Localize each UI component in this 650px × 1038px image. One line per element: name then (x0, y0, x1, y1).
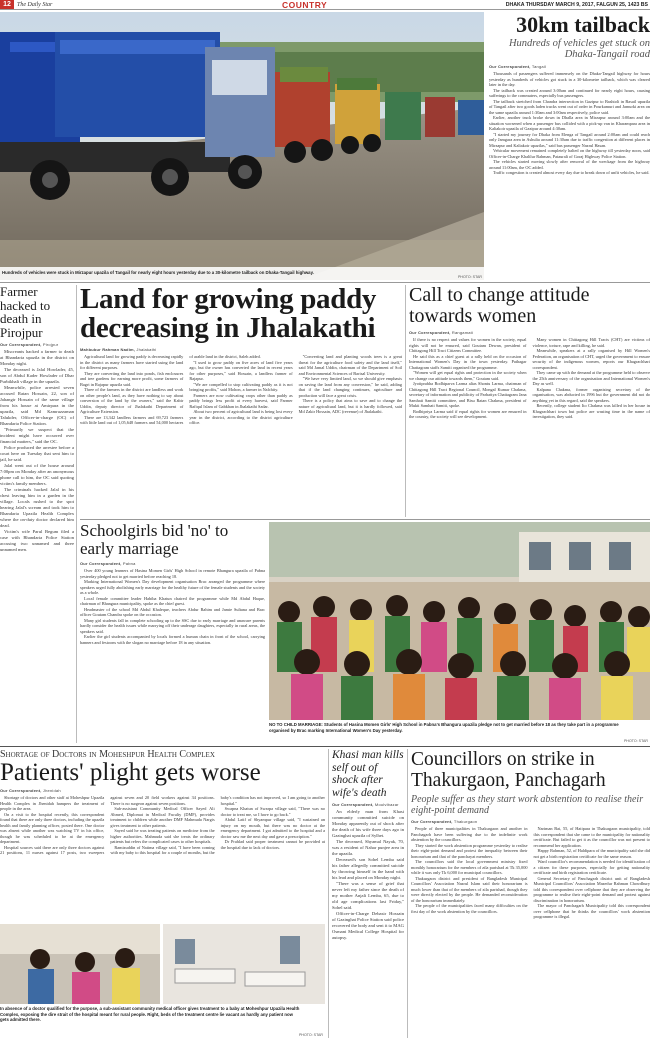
paragraph: Hospital sources said there are only three doctors against 21 positions, 11 nurses against 17 posts, two sweepers against seven and 20 field workers against 34 positions. There is no surgeon against seven positions. (0, 795, 215, 855)
tailback-photo-credit: PHOTO: STAR (457, 275, 482, 279)
byline-place: Rangamati (451, 330, 474, 335)
school-photo-credit: PHOTO: STAR (623, 739, 648, 743)
councillors-headline: Councillors on strike in Thakurgaon, Panchagarh (411, 749, 606, 791)
column-divider (407, 749, 408, 1038)
paragraph: Sub-assistant Community Medical Officer Sayed Ali Ahmed, Diplomat in Medical Faculty (DMF), provides treatment to children while another DMF Mahmuda Nargis gives treatment to other patients. (110, 806, 215, 828)
paragraph: "I started my journey for Dhaka from Elenga of Tangail around 2:00am and could reach only Jamgara area in Ashulia around 11:30am due to traffic congestion at different places in Mirzapur and Kaliakoir upazilas," said bus passenger Nazrul Hasan. (489, 131, 650, 148)
paragraph: Local female committee leader Habiba Khatun chaired the programme while Md Abdul Haque, chairman of Bhangura municipality, spoke as the chief guest. (80, 595, 265, 606)
section-divider (0, 282, 650, 283)
paragraph: "We have very limited land, so we should give emphasis on saving the land from any conversion," he said, adding that if the land changing continues, agriculture and production will face a great crisis. (298, 376, 402, 398)
paragraph: Marking International Women's Day development organisation Brac arranged the programme where speakers urged fully abolishing early marriage for the healthy future of the female students and the society as a whole. (80, 579, 265, 595)
paragraph: Ward councillor's recommendation is needed for identification of a citizen for these purposes, especially for getting nationality certificate and birth registration certificate. (533, 859, 650, 875)
paragraph: Vehicular movement remained completely halted on the highway till yesterday noon, said Officer-in-Charge Khalilur Rahman, Pataurali of Goraj Highway Police Station. (489, 148, 650, 159)
paragraph: Officer-in-Charge Debasir Hossain of Gazinghat Police Station said police recovered the body and sent it to MAG Osmani Medical College Hospital for autopsy. (332, 911, 404, 940)
paragraph: Miscreants hacked a farmer to death at Bhandaria upazila in the district on Monday night. (0, 349, 74, 366)
paragraph: Sayed said he was treating patients on medicine from the higher authorities. Mahmuda said she treats the ordinary patients but refers the complicated cases to other hospitals. (110, 828, 215, 844)
paragraph: Three of the farmers in the district are landless and work on other people's land, as they have nothing to say about conversion of the land by the owners," said the Kabir Uddin, deputy director of Jhalakathi Department of Agriculture Extension. (80, 387, 184, 414)
byline-place: Jhenidah (42, 788, 61, 793)
page-number: 12 (0, 0, 14, 10)
paragraph: About two percent of agricultural land is being lost every year in the district, according to the district agriculture office. (189, 409, 293, 425)
wife-byline (332, 802, 404, 807)
paragraph: Earlier the girl students accompanied by locals formed a human chain in front of the school, carrying banners and festoons with the slogan no marriage before 18 in any situation. (80, 634, 265, 645)
paragraph: Over 400 young learners of Hasina Momen Girls' High School in remote Bhangura upazila of Pabna yesterday pledged not to get married before reaching 18. (80, 568, 265, 579)
paragraph: People of three municipalities in Thakurgaon and another in Panchagarh have been suffering due to the indefinite work abstention by the councillors. (411, 826, 528, 842)
byline-label: Our Correspondent, (409, 330, 451, 335)
paragraph: Recently, college student Ito Chakma was killed in her house in Khagrachhari town but police are wasting time in the name of investigation, they said. (532, 403, 650, 419)
paragraph: The deceased is Jalal Howlader, 45, son of Abdul Kader Howlader of Dhar Purbikhali village in the upazila. (0, 367, 74, 384)
farmer-byline (0, 342, 74, 347)
councillors-subhead: People suffer as they start work abstention to realise their eight-point demand (411, 794, 644, 816)
paragraph: Swapna Khatun of Swarpa village said, "There was no doctor to treat me, so I have to go back." (220, 806, 325, 817)
paddy-story (80, 285, 402, 517)
paragraph: They are converting the land into ponds, fish enclosures and tree gardens for earning more profit, some farmers of Bagri in Rajapur upazila said. (80, 370, 184, 387)
paragraph: "We are compelled to stop cultivating paddy as it is not bringing profits," said Mohon, a farmer in Nalchity. (189, 381, 293, 392)
councillors-byline (411, 819, 650, 824)
paragraph: The criminals hacked Jalal in his chest leaving him in a garden in the village. Locals rushed to the spot hearing Jalal's scream and took him to Bhandaria Upazila Health Complex where the on-duty doctor declared him dead. (0, 487, 74, 528)
doctors-photo-credit: PHOTO: STAR (298, 1033, 323, 1037)
byline-label: Our Correspondent, (0, 342, 42, 347)
paragraph: They came up with the demand at the programme held to observe the 25th anniversary of the organisation and International Women's Day as well. (532, 370, 650, 386)
paragraph: General Secretary of Panchagarh district unit of Bangladesh Municipal Councillors' Association Mazedur Rahman Chowdhury told this correspondent over cellphone that they are observing the programme to realise their eight-point demand and protest against discrimination in honorarium. (533, 875, 650, 903)
section-divider (0, 746, 650, 747)
paragraph: "Primarily we suspect that the incident might have occurred over financial matters," said the OC. (0, 427, 74, 444)
farmer-headline: Farmer hacked to death in Pirojpur (0, 285, 51, 340)
paragraph: On a visit to the hospital recently, this correspondent found that there are only three doctors, including the upazila health and family planning officer, posted there. One doctor was absent while another was watching TV in his office, though he was scheduled to be at the emergency department. (0, 811, 105, 844)
paragraph: Shortage of doctors and other staff at Moheshpur Upazila Health Complex in Jhenidah hampers the treatment of people in the area. (0, 795, 105, 811)
paragraph: The vehicles started moving slowly after removal of the wreckage from the highway around 11:00am, the OC added. (489, 159, 650, 170)
paragraph: The councillors said the local government ministry fixed monthly honorarium for the members of zila parishad at Tk 35,000 while it was only Tk 6,000 for municipal councillors. (411, 859, 528, 875)
tailback-byline (489, 64, 650, 69)
photo-caption-bar (0, 267, 484, 280)
byline-label: Our Correspondent, (489, 64, 531, 69)
tailback-photo-caption: Hundreds of vehicles were stuck in Mirzapur upazila of Tangail for nearly eight hours yesterday due to a 30-kilometre tailback on Dhaka-Tangail highway. (2, 270, 314, 275)
paragraph: Meanwhile, speakers at a rally organised by Hill Women's Federation, an organisation of CHT, urged the government to ensure security of the indigenous women, reports our Khagrachhari correspondent. (532, 348, 650, 370)
doctors-byline (0, 788, 325, 793)
tailback-body (489, 71, 650, 176)
column-divider (328, 749, 329, 1038)
doctors-photo (0, 924, 325, 1038)
paragraph: Thousands of passengers suffered immensely on the Dhaka-Tangail highway for hours yesterday as hundreds of vehicles got stuck in a 30-kilometre tailback, which was cleared later in the day. (489, 71, 650, 87)
health-complex-image (0, 924, 325, 1004)
paragraph: Jalal went out of the house around 7:00pm on Monday after an anonymous phone call to him, the OC said quoting victim's family members. (0, 463, 74, 486)
paragraph: "I used to grow paddy on five acres of land five years ago, but the owner has converted the land in recent years for other purposes," said Hossain, a landless farmer of Rajapur. (189, 359, 293, 381)
paragraph: The tailback stretched from Chandra intersection in Gazipur to Bashtoli in Basail upazila of Tangail after two goods laden trucks went out of order in Pourkamuri and Jamurki area on the same upazila around 1:30am and 3:00am respectively, police said. (489, 98, 650, 115)
byline-place: Moulvibazar (374, 802, 399, 807)
byline-label: Our Correspondent, (0, 788, 42, 793)
women-story (409, 285, 650, 517)
wife-body (332, 809, 404, 941)
paragraph: Headmaster of the school Md Abdul Khaleque, teachers Abdur Rahim and Jamie Sultana and Brac officer Goutam Chandra spoke on the occasion. (80, 606, 265, 617)
paragraph: The tailback was created around 3:00am and continued for nearly eight hours, causing sufferings to the commuters, especially bus passengers. (489, 87, 650, 98)
councillors-story (411, 749, 650, 1038)
paddy-body (80, 354, 402, 514)
paragraph: "There was a sense of grief that never left my father since the death of my mother Anjali Lemba, 65, due to old age complications last Friday," Sohel said. (332, 881, 404, 910)
byline-place: Thakurgaon (453, 819, 478, 824)
paragraph: Kalpana Chakma, former organising secretary of the organisation, was abducted in 1996 but the government did not do anything yet in this regard, said the speakers. (532, 386, 650, 403)
tailback-photo (0, 12, 484, 280)
trucks-on-highway-image (0, 12, 484, 280)
paragraph: There is a policy that aims to save and to change the nature of agricultural land, but it is hardly followed, said Md Zakir Hossain, ADC (revenue) of Jhalakathi. (298, 398, 402, 414)
doctors-kicker: Shortage of Doctors in Moheshpur Health Complex (0, 749, 215, 760)
women-byline (409, 330, 650, 335)
byline-place: Pirojpur (42, 342, 59, 347)
paragraph: Farmers are now cultivating crops other than paddy as paddy brings less profit at every harvest, said Farmer Rafiqul Islam of Gabkhan in Jhalakathi Sadar. (189, 392, 293, 409)
paragraph: An elderly man from Khasi community committed suicide on Monday apparently out of shock after the death of his wife three days ago in Gazinghat upazila of Sylhet. (332, 809, 404, 838)
paragraph: Deceased's son Sohel Lemba said his father allegedly committed suicide by throwing himself in the hand with his lead and placed on Monday night. (332, 857, 404, 880)
women-headline: Call to change attitude towards women (409, 285, 590, 327)
paragraph: Bodhipriya Larma said if equal rights for women are ensured in the country, the society will see development. (409, 408, 527, 419)
wife-headline: Khasi man kills self out of shock after wife's death (332, 749, 404, 799)
byline-label: Our Correspondent, (332, 802, 374, 807)
school-photo (269, 522, 650, 744)
masthead (0, 0, 650, 10)
farmer-body (0, 349, 74, 553)
paragraph: The deceased, Shyamal Nayak, 70, was a resident of Nahar punjee area in the upazila. (332, 839, 404, 856)
byline-label: Mahbubur Rahman Nadim, (80, 347, 136, 352)
doctors-photo-caption: In absence of a doctor qualified for the purpose, a sub-assistant community medical officer gives treatment to a baby at Moheshpur Upazila Health Complex, exposing the dire strait of the hospital meant for rural people. Right, beds of the treatment centre lie vacant as hardly any patient now gets admitted there. (0, 1006, 300, 1022)
paragraph: Thakurgaon district and president of Bangladesh Municipal Councillors' Association Nazrul Islam said their honorarium is much lower than that of the members of zila parishad, though they were directly elected by the people. He demanded reconsideration of the honorarium immediately. (411, 875, 528, 903)
dateline: DHAKA THURSDAY MARCH 9, 2017, FALGUN 25, 1423 BS (505, 2, 648, 8)
tailback-subhead: Hundreds of vehicles get stuck on Dhaka-Tangail road (508, 38, 650, 60)
byline-label: Our Correspondent, (80, 561, 122, 566)
paragraph: Many girl students fall in complete schooling up to the SSC due to early marriage and unaware parents hardly consider the health issues while marrying off their underage daughters, especially in rural areas, the speakers said. (80, 617, 265, 634)
paragraph: Abdul Latif of Shyampur village said, "I sustained an injury on my mouth, but there was no doctor at the emergency department. I got admitted to the hospital and a doctor saw me the next day and gave a prescription." (220, 817, 325, 839)
paragraph: "Women will get equal rights and protection in the society when we change our attitude towards them," Goutam said. (409, 370, 527, 381)
tailback-headline: 30km tailback (516, 12, 650, 37)
byline-place: Pabna (122, 561, 136, 566)
school-headline: Schoolgirls bid 'no' to early marriage (80, 522, 229, 558)
doctors-body (0, 795, 325, 915)
paragraph: The people of the municipalities faced many difficulties on the first day of the work abstention by the councillors. (411, 903, 528, 914)
tailback-story (489, 12, 650, 280)
column-divider (405, 285, 406, 517)
schoolgirls-pledge-image (269, 522, 650, 720)
paragraph: Many women in Chittagong Hill Tracts (CHT) are victims of violence, torture, rape and killing, he said. (532, 337, 650, 348)
paragraph: Earlier, another truck broke down in Dhalla area in Mirzapur around 3:00am and the situation worsened when a passenger bus collided with a pick-up van in Kharampara area in Kaliakoir upazila of Gazipur around 4:30am. (489, 115, 650, 131)
doctors-story (0, 749, 325, 1038)
paragraph: Happy Rahman, 52, of Haldipara of the municipality said she did not get a birth registration certificate for the same reason. (533, 848, 650, 859)
paragraph: He said this as a chief guest at a rally held on the occasion of International Women's Day in the town yesterday. Pathagar Chattagram staffs Samiti organised the programme. (409, 353, 527, 370)
school-story (80, 522, 265, 744)
paragraph: Dr Prahlad said proper treatment cannot be provided at the hospital due to lack of doctors. (220, 839, 325, 850)
paddy-headline: Land for growing paddy decreasing in Jhalakathi (80, 285, 377, 344)
school-byline (80, 561, 265, 566)
wife-story (332, 749, 404, 1038)
section-label: COUNTRY (282, 0, 328, 10)
school-photo-caption: NO TO CHILD MARRIAGE: Students of Hasina Momen Girls' High School in Pabna's Bhangura upazila pledge not to get married before 18 as they take part in a programme organised by Brac marking International Women's Day yesterday. (269, 722, 619, 733)
paragraph: Nariman Bai, 55, of Hatipara in Thakurgaon municipality, told this correspondent that she came to the municipality for nationality certificate. But failed to get it as the councillor was not present to recommend her application. (533, 826, 650, 848)
doctors-headline: Patients' plight gets worse (0, 759, 261, 786)
paper-name: The Daily Star (17, 2, 53, 8)
paragraph: Traffic congestion is created almost every day due to break down of unfit vehicles, he said. (493, 170, 650, 175)
school-body (80, 568, 265, 645)
paragraph: Police produced the arrestee before a court here on Tuesday that sent him to jail, he said. (0, 445, 74, 462)
column-divider (76, 285, 77, 743)
section-divider (80, 519, 650, 520)
paragraph: Agricultural land for growing paddy is decreasing rapidly in the district as many farmers have started using the land for different purposes. (80, 354, 184, 370)
paragraph: The mayor of Panchagarh Municipality told this correspondent over cellphone that he thinks the councillors' work abstention programme is illegal. (533, 903, 650, 919)
farmer-story (0, 285, 74, 743)
byline-label: Our Correspondent, (411, 819, 453, 824)
paragraph: Meanwhile, police arrested seven accused Ratan Hossain, 22, son of Jahangir Hossain of the same village from his house at Amirpara in the upazila, said Md Kamruzzaman Talukder, Officer-in-charge (OC) of Bhandaria Police Station. (0, 385, 74, 426)
paragraph: They started the work abstention programme yesterday to realise their eight-point demand and protest the inequality between their honorarium and that of the panchayat members. (411, 842, 528, 859)
councillors-body (411, 826, 650, 1038)
paddy-byline (80, 347, 402, 352)
byline-place: Jhalakathi (136, 347, 157, 352)
paragraph: If there is no respect and values for women in the society, equal rights will not be ensured, said Goutam Dewan, president of Chittagong Hill Tract Citizens Committee. (409, 337, 527, 353)
paragraph: There are 13,342 landless farmers and 69,723 farmers with little land out of 1,05,648 farmers and 54,000 hectares of arable land in the district, Saleh added. (80, 354, 261, 425)
paragraph: "Converting land and planting woods trees is a great threat for the agriculture food safety and the land itself," said Md Jamal Uddin, chairman of the Department of Soil and Environmental Sciences of Barisal University. (298, 354, 402, 376)
paragraph: Jyotiprabha Bodhiparva Larma alias Shontu Larma, chairman of Chittagong Hill Tract Regional Council, Mongal Kumar Chakma, secretary of information and publicity of Parbattya Chattagram Jana Samhati Samiti committee, and Bisu Ratan Chakma, president of Mukti Samhati Samiti, spoke. (409, 381, 527, 408)
paragraph: Victim's wife Parul Begum filed a case with Bhandaria Police Station accusing two unnamed and three unnamed men. (0, 529, 74, 552)
byline-place: Tangail (531, 64, 546, 69)
women-body (409, 337, 650, 512)
paragraph: Ramizuddin of Natima village said, "I have been coming with my baby to this hospital for a couple of months, but the baby's condition has not improved, so I am going to another hospital." (110, 795, 325, 855)
